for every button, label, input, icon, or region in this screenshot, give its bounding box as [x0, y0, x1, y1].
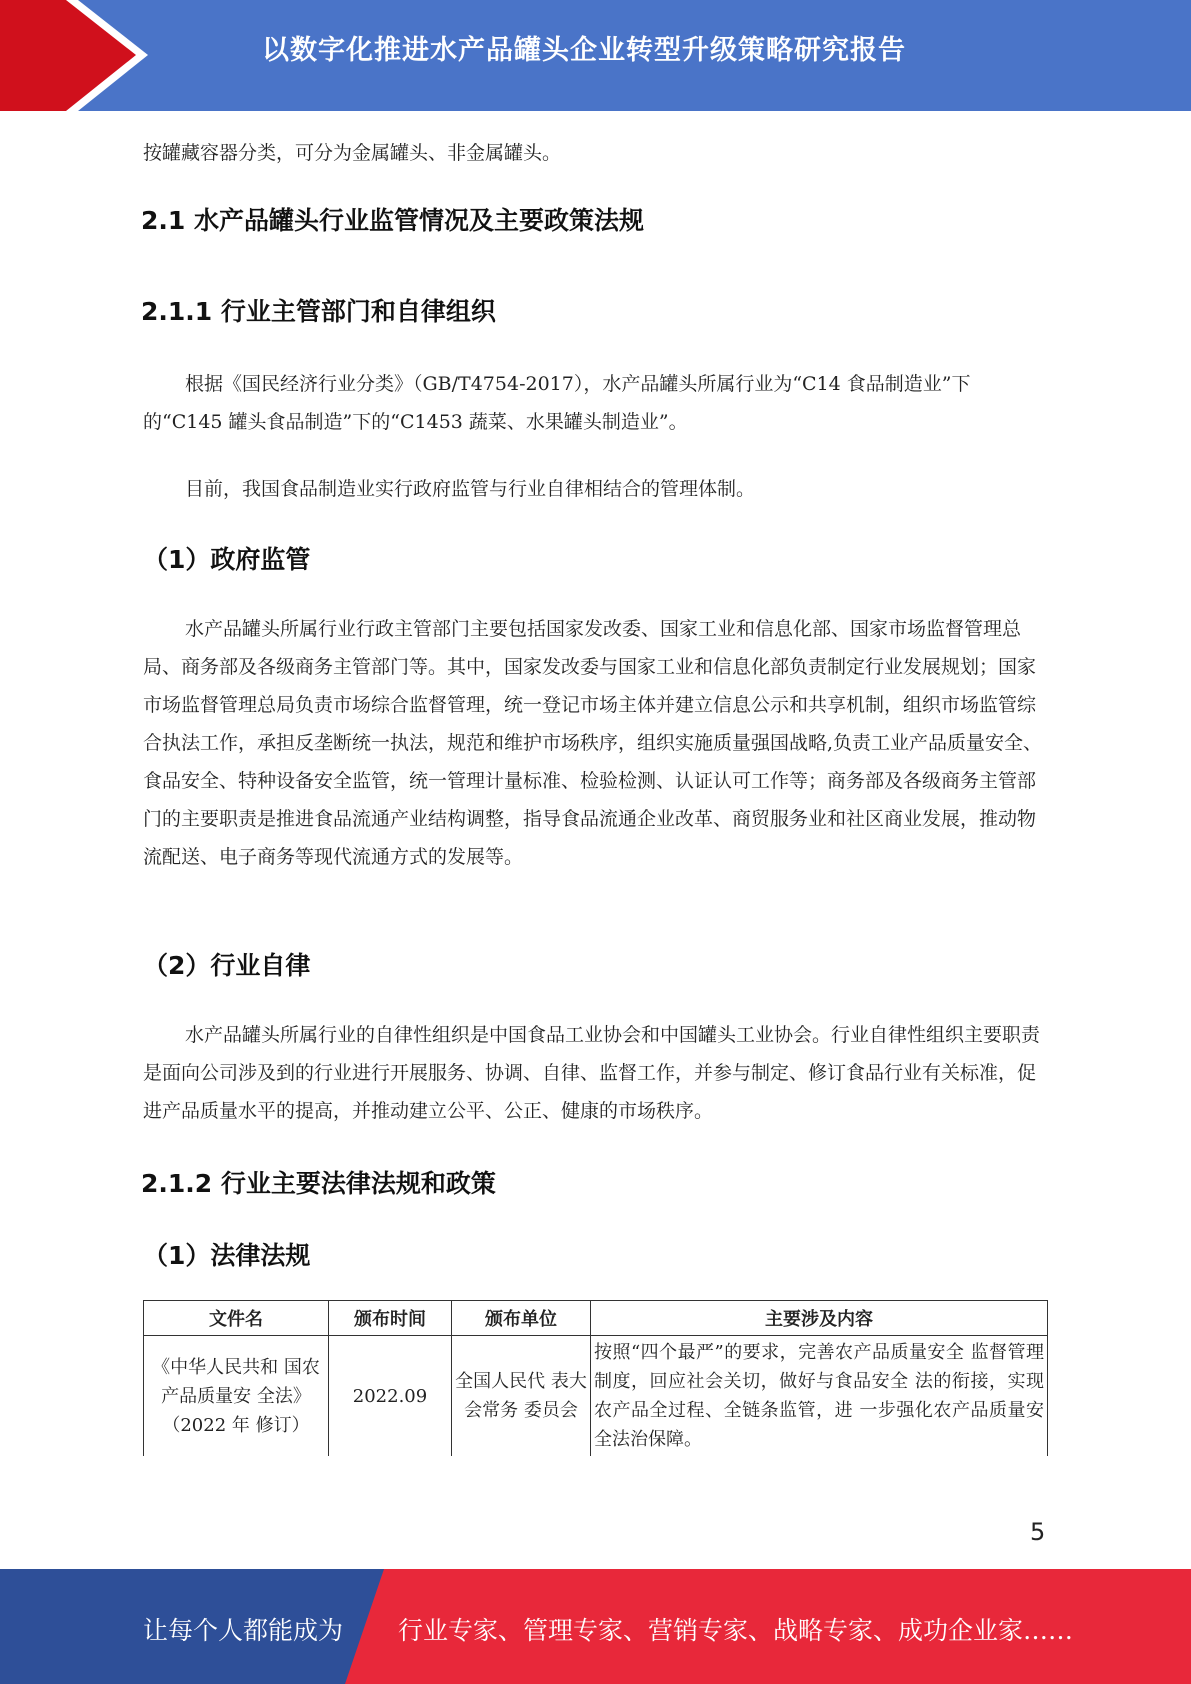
- section-heading-2-1-2: 2.1.2 行业主要法律法规和政策: [141, 1169, 496, 1198]
- column-header-issuing-body: 颁布单位: [452, 1301, 591, 1336]
- column-header-main-content: 主要涉及内容: [591, 1301, 1048, 1336]
- cell-document-name: 《中华人民共和 国农产品质量安 全法》（2022 年 修订）: [144, 1336, 329, 1457]
- cell-issuing-body: 全国人民代 表大会常务 委员会: [452, 1336, 591, 1457]
- column-header-document-name: 文件名: [144, 1301, 329, 1336]
- laws-table: [143, 1300, 1048, 1456]
- cell-issue-date: 2022.09: [329, 1336, 452, 1457]
- self-regulation-paragraph: 水产品罐头所属行业的自律性组织是中国食品工业协会和中国罐头工业协会。行业自律性组织主要职责是面向公司涉及到的行业进行开展服务、协调、自律、监督工作，并参与制定、修订食品行业有关标准，促进产品质量水平的提高，并推动建立公平、公正、健康的市场秩序。: [143, 1024, 1041, 1122]
- cell-main-content: 按照“四个最严”的要求，完善农产品质量安全 监督管理制度，回应社会关切，做好与食品安全 法的衔接，实现农产品全过程、全链条监管，进 一步强化农产品质量安全法治保障。: [591, 1336, 1048, 1457]
- page-header: [0, 0, 1191, 111]
- subheading-government-regulation: （1）政府监管: [143, 545, 311, 574]
- report-title: 以数字化推进水产品罐头企业转型升级策略研究报告: [262, 35, 906, 66]
- section-heading-2-1-1: 2.1.1 行业主管部门和自律组织: [141, 297, 496, 326]
- table-header-row: [144, 1301, 1048, 1336]
- intro-text: 按罐藏容器分类，可分为金属罐头、非金属罐头。: [143, 142, 562, 164]
- section-heading-2-1: 2.1 水产品罐头行业监管情况及主要政策法规: [141, 206, 644, 235]
- column-header-issue-date: 颁布时间: [329, 1301, 452, 1336]
- classification-paragraph: 根据《国民经济行业分类》（GB/T4754-2017），水产品罐头所属行业为“C14 食品制造业”下的“C145 罐头食品制造”下的“C1453 蔬菜、水果罐头制造业”。: [143, 373, 971, 433]
- footer-slogan-left: 让每个人都能成为: [143, 1616, 344, 1645]
- subheading-industry-self-regulation: （2）行业自律: [143, 951, 311, 980]
- footer-slogan-right: 行业专家、管理专家、营销专家、战略专家、成功企业家……: [398, 1616, 1074, 1645]
- table-row: [144, 1336, 1048, 1457]
- page-footer: [0, 1569, 1191, 1684]
- subheading-laws-regulations: （1）法律法规: [143, 1241, 311, 1270]
- page-number: 5: [1030, 1518, 1046, 1546]
- government-regulation-paragraph: 水产品罐头所属行业行政主管部门主要包括国家发改委、国家工业和信息化部、国家市场监督管理总局、商务部及各级商务主管部门等。其中，国家发改委与国家工业和信息化部负责制定行业发展规划；国家市场监督管理总局负责市场综合监督管理，统一登记市场主体并建立信息公示和共享机制，组织市场监管综合执法工作，承担反垄断统一执法，规范和维护市场秩序，组织实施质量强国战略,负责工业产品质量安全、食品安全、特种设备安全监管，统一管理计量标准、检验检测、认证认可工作等；商务部及各级商务主管部门的主要职责是推进食品流通产业结构调整，指导食品流通企业改革、商贸服务业和社区商业发展，推动物流配送、电子商务等现代流通方式的发展等。: [143, 618, 1043, 868]
- system-paragraph: 目前，我国食品制造业实行政府监管与行业自律相结合的管理体制。: [185, 478, 756, 500]
